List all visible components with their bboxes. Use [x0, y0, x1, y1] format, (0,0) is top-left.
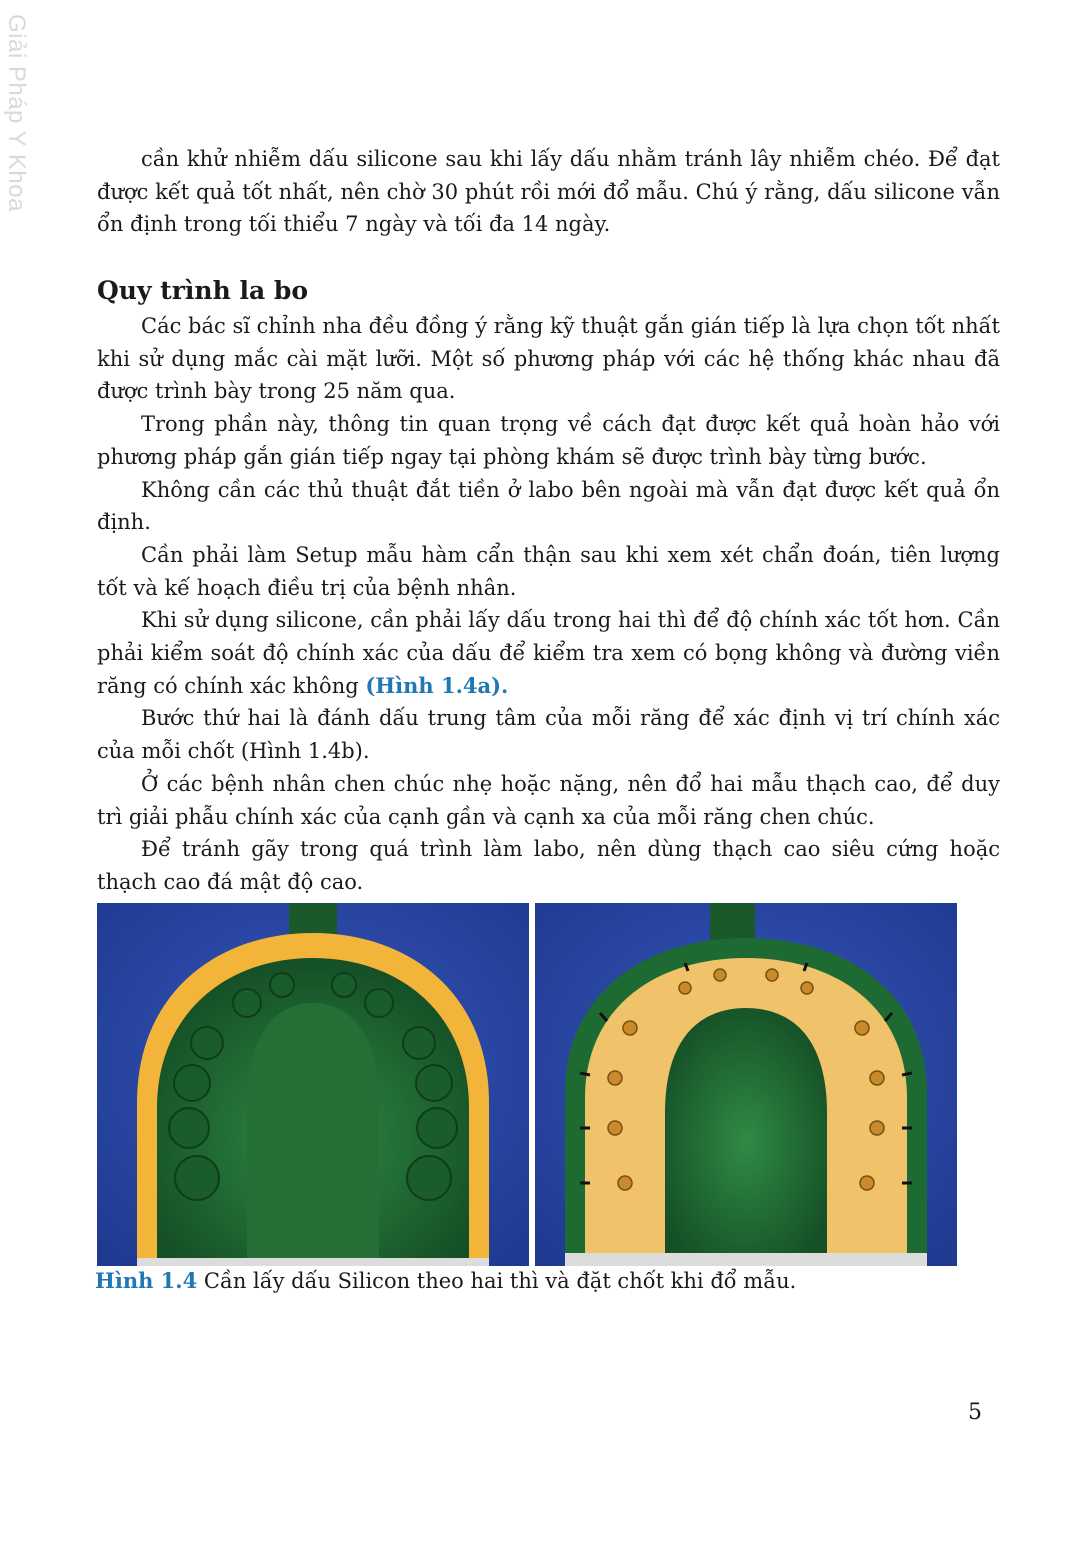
- section-heading: Quy trình la bo: [97, 276, 309, 305]
- pins-illustration: [535, 903, 957, 1266]
- paragraph: Trong phần này, thông tin quan trọng về cách đạt được kết quả hoàn hảo với phương pháp gắn gián tiếp ngay tại phòng khám sẽ được trình bày từng bước.: [97, 412, 1000, 469]
- figure-1-4: [97, 903, 957, 1266]
- lab-procedure-section: [97, 274, 1000, 899]
- watermark: Giải Pháp Y Khoa: [3, 14, 30, 212]
- figure-caption-text: Cần lấy dấu Silicon theo hai thì và đặt chốt khi đổ mẫu.: [197, 1269, 797, 1293]
- paragraph: Ở các bệnh nhân chen chúc nhẹ hoặc nặng, nên đổ hai mẫu thạch cao, để duy trì giải phẫu chính xác của cạnh gần và cạnh xa của mỗi răng chen chúc.: [97, 771, 1000, 829]
- paragraph: Các bác sĩ chỉnh nha đều đồng ý rằng kỹ thuật gắn gián tiếp là lựa chọn tốt nhất khi sử dụng mắc cài mặt lưỡi. Một số phương pháp với các hệ thống khác nhau đã được trình bày trong 25 năm qua.: [97, 314, 1000, 404]
- figure-caption: [95, 1266, 995, 1296]
- impression-illustration: [97, 903, 529, 1266]
- figure-photo-impression: [97, 903, 529, 1266]
- paragraph: Cần phải làm Setup mẫu hàm cẩn thận sau khi xem xét chẩn đoán, tiên lượng tốt và kế hoạch điều trị của bệnh nhân.: [97, 542, 1000, 600]
- paragraph: Bước thứ hai là đánh dấu trung tâm của mỗi răng để xác định vị trí chính xác của mỗi chốt (Hình 1.4b).: [97, 706, 1000, 764]
- paragraph-text: Khi sử dụng silicone, cần phải lấy dấu trong hai thì để độ chính xác tốt hơn. Cần phải kiểm soát độ chính xác của dấu để kiểm tra xem có bọng không và đường viền răng có chính xác không: [97, 608, 1000, 698]
- figure-photo-pins: [535, 903, 957, 1266]
- paragraph: Không cần các thủ thuật đắt tiền ở labo bên ngoài mà vẫn đạt được kết quả ổn định.: [97, 477, 1000, 535]
- paragraph: Để tránh gãy trong quá trình làm labo, nên dùng thạch cao siêu cứng hoặc thạch cao đá mật độ cao.: [97, 837, 1000, 894]
- figure-reference-link: (Hình 1.4a).: [365, 672, 509, 698]
- paragraph-with-figure-reference: [97, 604, 1000, 702]
- figure-caption-label: Hình 1.4: [95, 1268, 198, 1293]
- intro-paragraph: cần khử nhiễm dấu silicone sau khi lấy dấu nhằm tránh lây nhiễm chéo. Để đạt được kết quả tốt nhất, nên chờ 30 phút rồi mới đổ mẫu. Chú ý rằng, dấu silicone vẫn ổn định trong tối thiểu 7 ngày và tối đa 14 ngày.: [97, 147, 1000, 237]
- intro-section: [97, 143, 1000, 241]
- page-number: 5: [968, 1400, 982, 1425]
